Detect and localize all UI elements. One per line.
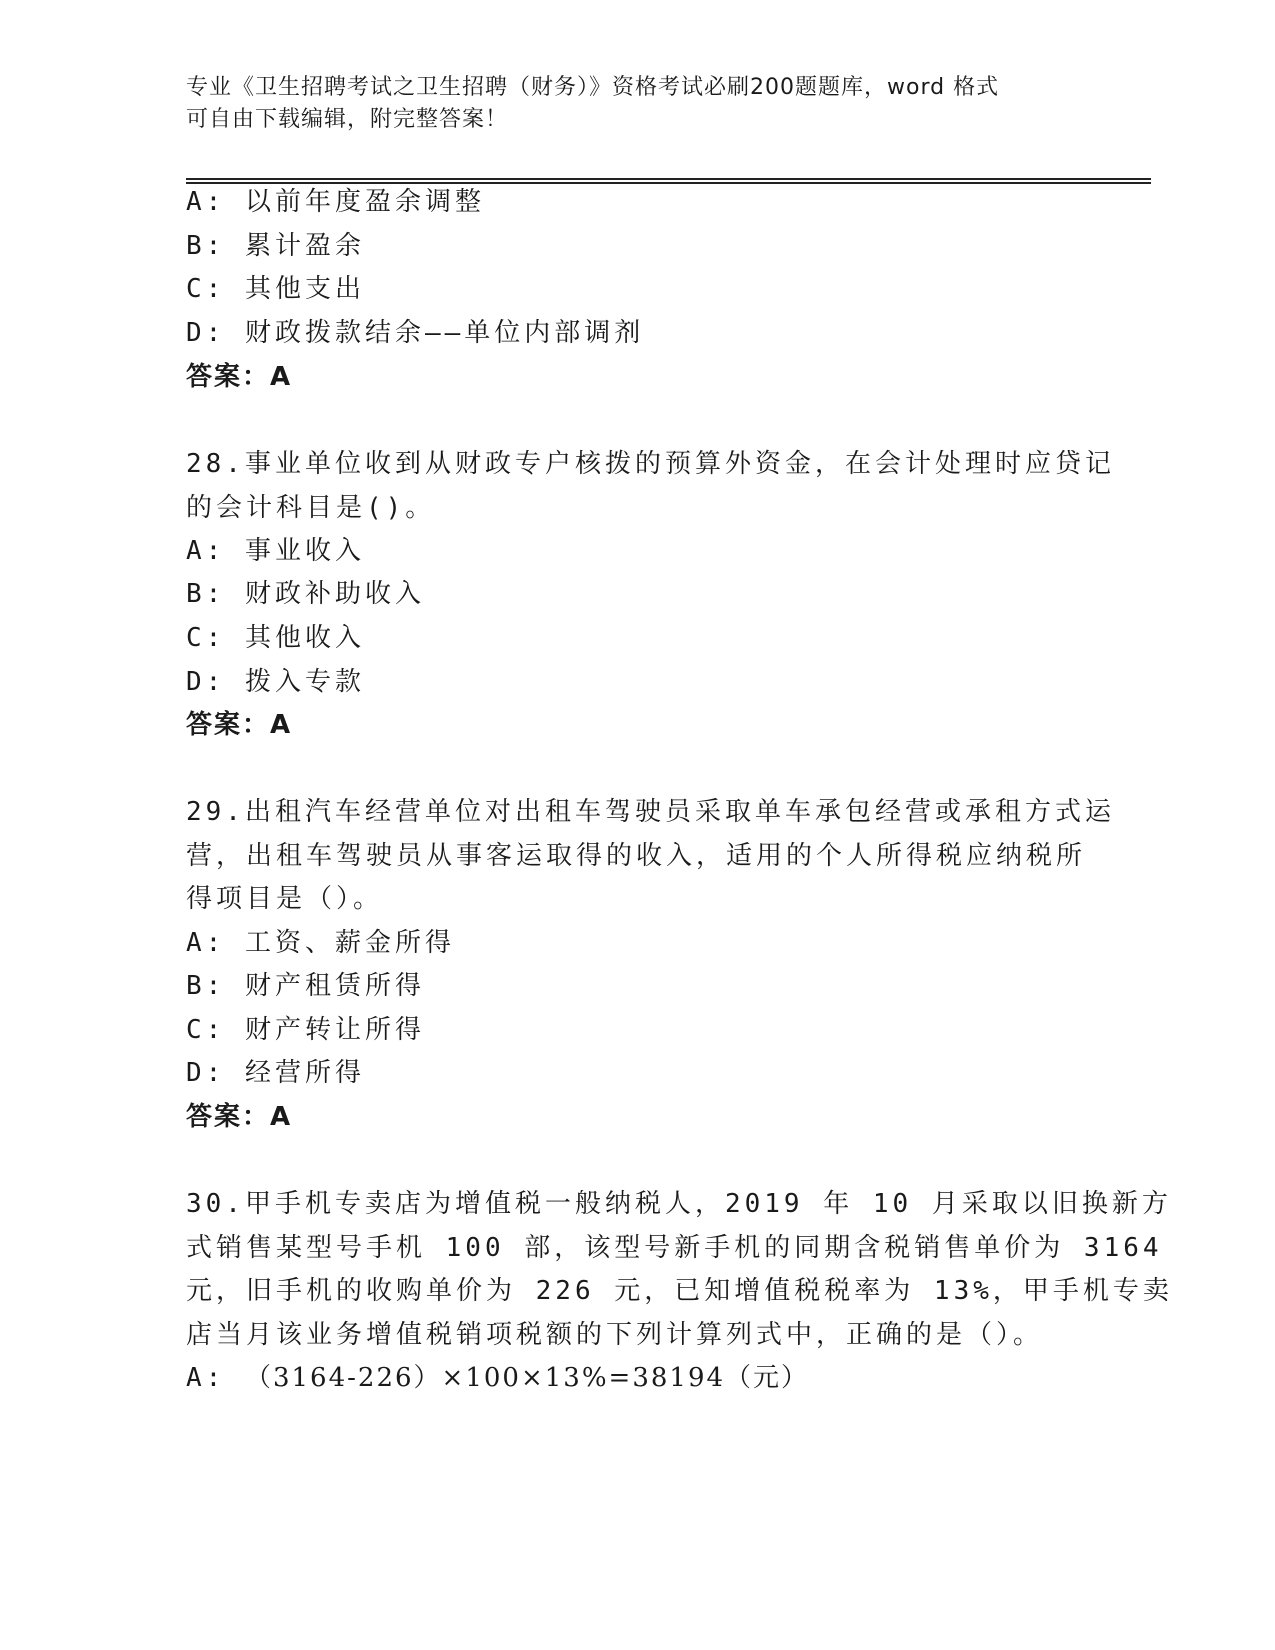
question-28-line-1: 28.事业单位收到从财政专户核拨的预算外资金，在会计处理时应贷记 [186,449,1115,479]
question-29-line-2: 营，出租车驾驶员从事客运取得的收入，适用的个人所得税应纳税所 [186,841,1087,871]
q28-option-d: D: 拨入专款 [186,667,365,697]
q29-answer: 答案：A [186,1102,293,1132]
question-30-line-3: 元，旧手机的收购单价为 226 元，已知增值税税率为 13%，甲手机专卖 [186,1276,1173,1306]
question-30-line-2: 式销售某型号手机 100 部，该型号新手机的同期含税销售单价为 3164 [186,1233,1163,1263]
question-30-line-1: 30.甲手机专卖店为增值税一般纳税人，2019 年 10 月采取以旧换新方 [186,1189,1172,1219]
q29-option-c: C: 财产转让所得 [186,1015,425,1045]
header-line-2: 可自由下载编辑，附完整答案！ [186,107,509,132]
header-line-1: 专业《卫生招聘考试之卫生招聘（财务）》资格考试必刷200题题库，word 格式 [186,75,1000,100]
q30-option-a: A: （3164-226）×100×13%=38194（元） [186,1363,810,1393]
q29-option-a: A: 工资、薪金所得 [186,928,455,958]
q29-option-d: D: 经营所得 [186,1058,365,1088]
question-29-line-3: 得项目是（）。 [186,884,384,914]
document-header [186,72,1066,136]
option-b: B: 累计盈余 [186,231,365,261]
q29-option-b: B: 财产租赁所得 [186,971,425,1001]
option-c: C: 其他支出 [186,274,365,304]
header-divider-bottom [186,182,1151,184]
q28-option-c: C: 其他收入 [186,623,365,653]
q28-answer: 答案：A [186,710,293,740]
q28-option-a: A: 事业收入 [186,536,365,566]
question-28-line-2: 的会计科目是()。 [186,493,436,523]
option-a: A: 以前年度盈余调整 [186,187,485,217]
answer-label: 答案：A [186,362,293,392]
q28-option-b: B: 财政补助收入 [186,579,425,609]
question-29-line-1: 29.出租汽车经营单位对出租车驾驶员采取单车承包经营或承租方式运 [186,797,1115,827]
header-divider-top [186,178,1151,180]
option-d: D: 财政拨款结余——单位内部调剂 [186,318,645,348]
question-30-line-4: 店当月该业务增值税销项税额的下列计算列式中，正确的是（）。 [186,1320,1044,1350]
